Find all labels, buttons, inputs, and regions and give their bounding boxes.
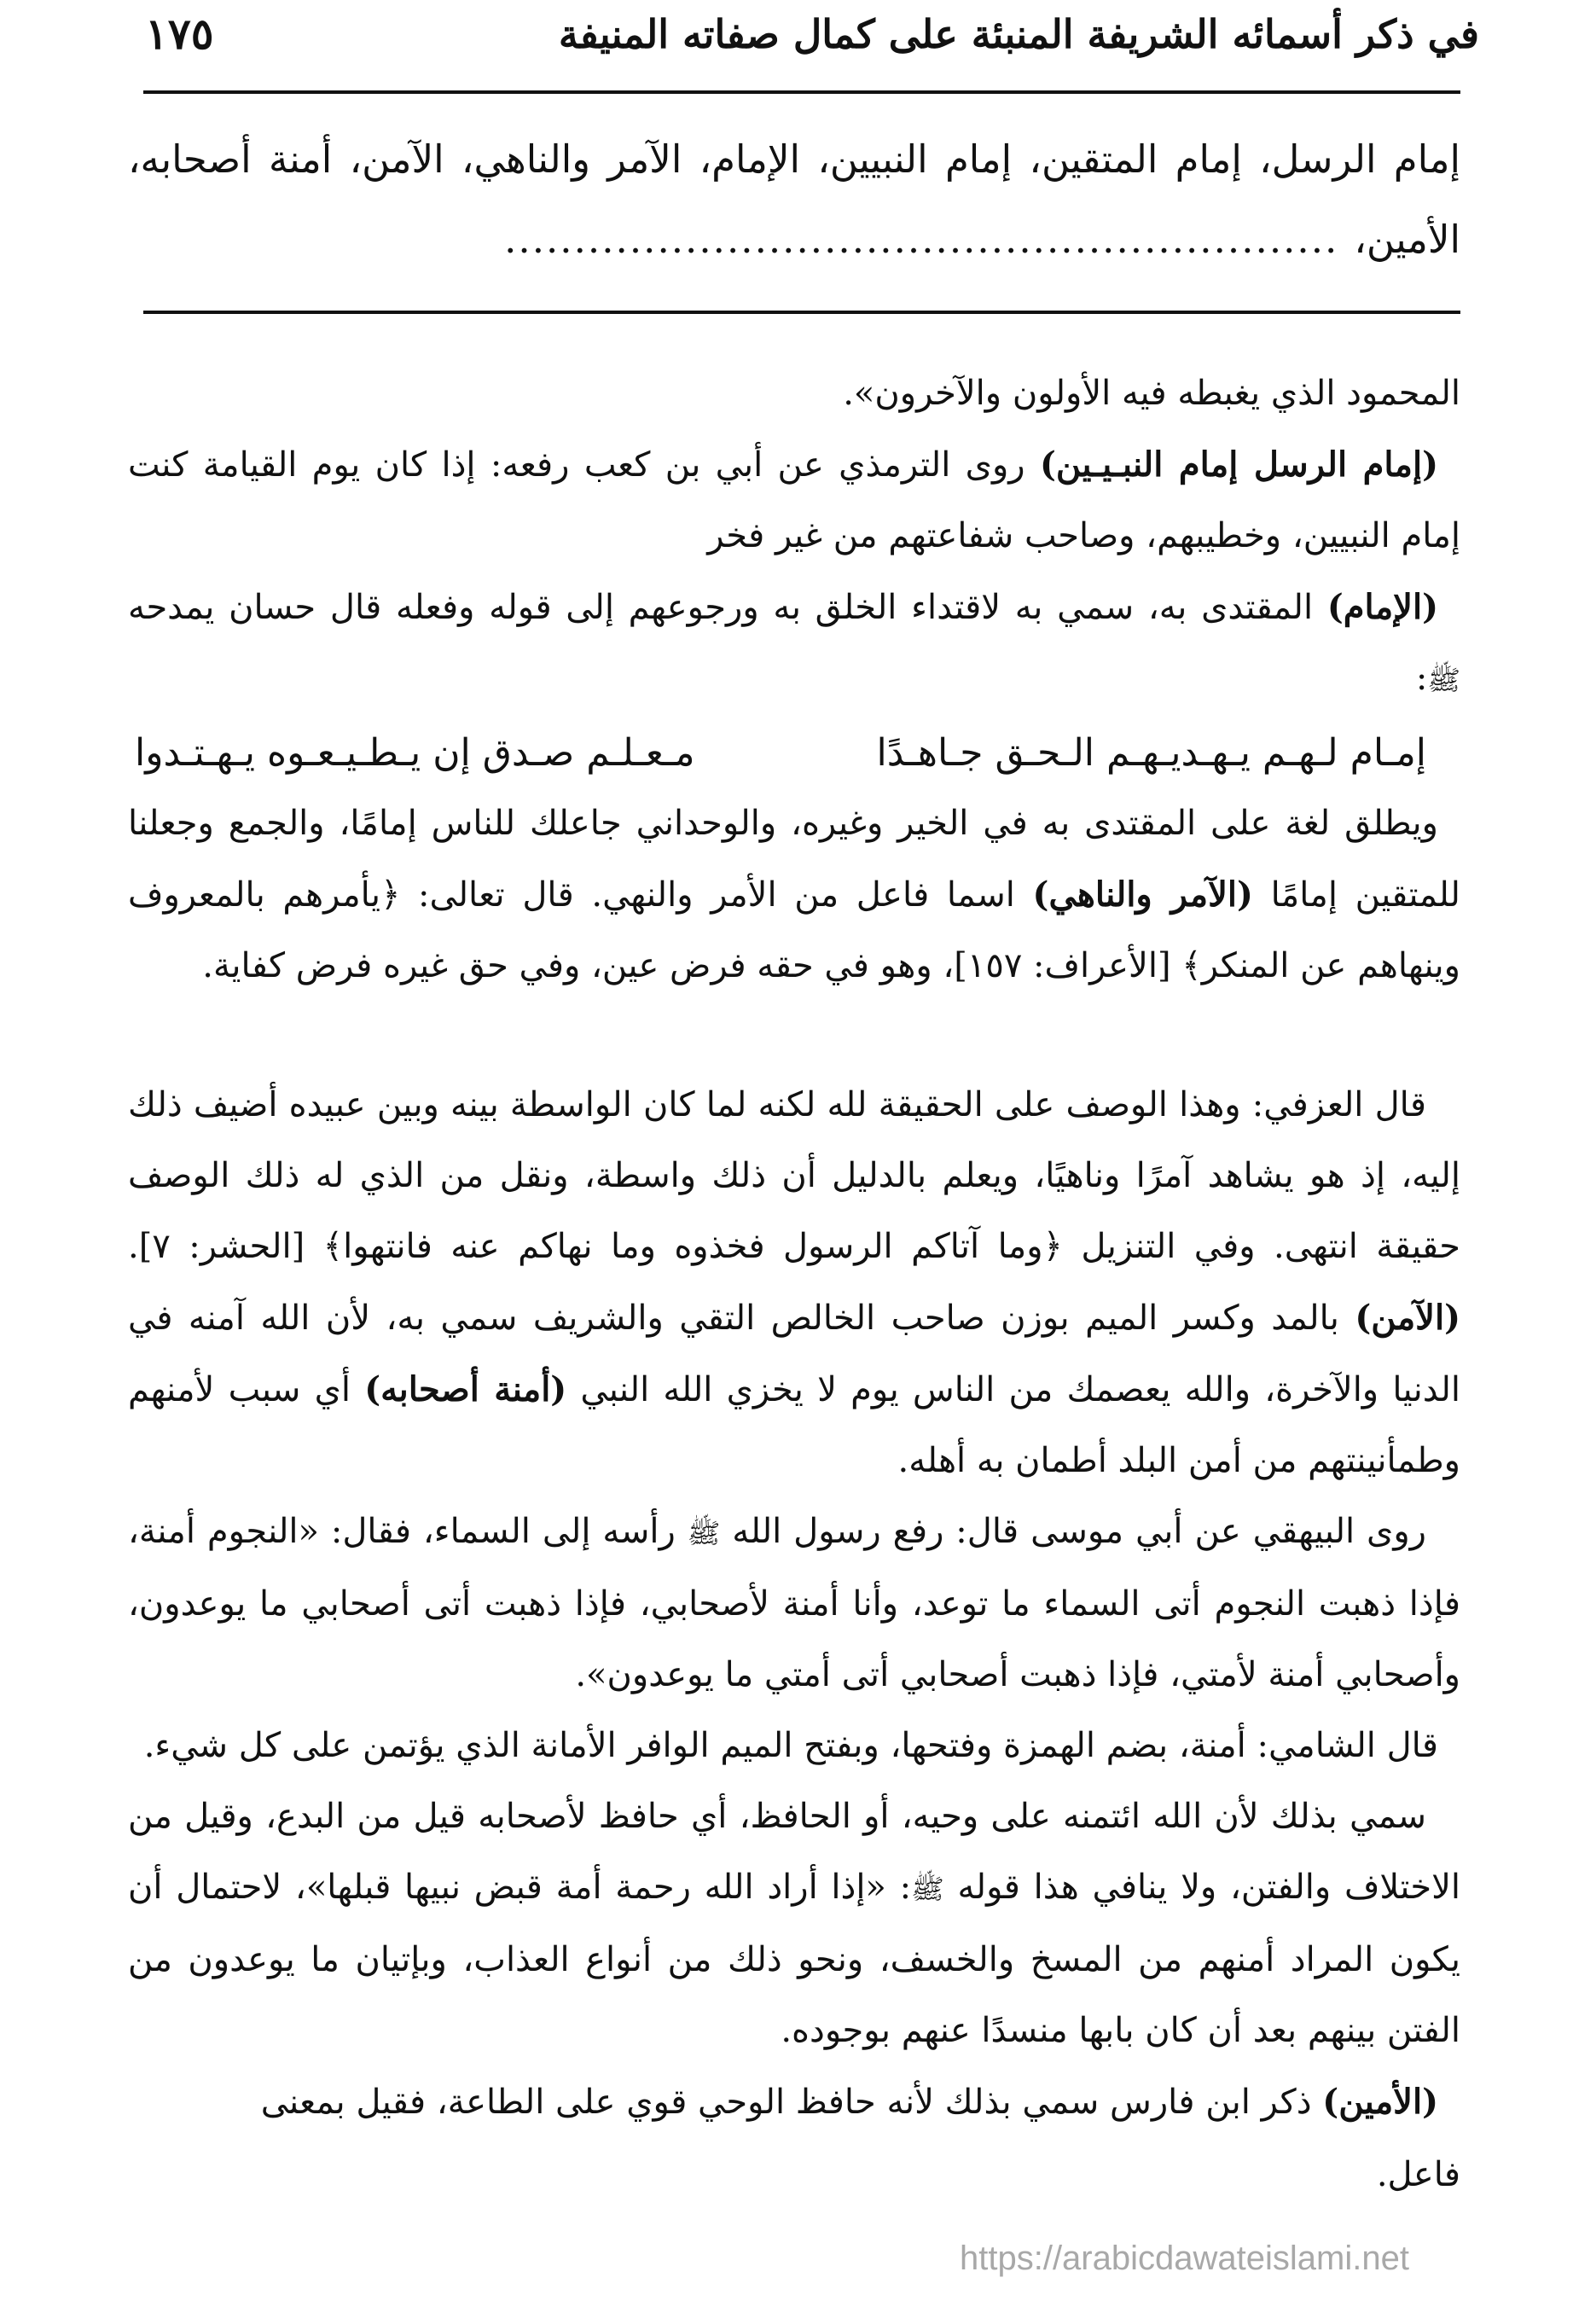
paragraph-4-text-b: اسما فاعل من الأمر والنهي. قال تعالى: ﴿يأمرهم بالمعروف وينهاهم عن المنكر﴾ [الأعراف: ١٥٧]، وهو في حقه فرض عين، وفي حق غيره فرض كفاية. (128, 875, 1460, 985)
running-header (145, 3, 1479, 65)
paragraph-9 (128, 2066, 1460, 2138)
heading-amanat-ashabihi: (أمنة أصحابه) (364, 1369, 567, 1409)
bottom-rule (143, 311, 1460, 314)
paragraph-8-text-b: : «إذا أراد الله رحمة أمة قبض نبيها قبلها»، لاحتمال أن يكون المراد أمنهم من المسخ والخسف، ونحو ذلك من أنواع العذاب، وبإتيان ما يوعدون من الفتن بينهم بعد أن كان بابها منسدًا عنهم بوجوده. (128, 1868, 1460, 2050)
paragraph-9-end-text: فاعل. (1376, 2155, 1460, 2194)
paragraph-5-text-c: أي سبب لأمنهم وطمأنينتهم من أمن البلد أطمان به أهله. (128, 1370, 1460, 1480)
page-number: ١٧٥ (145, 9, 214, 59)
salutation-glyph: ﷺ (911, 1873, 944, 1905)
paragraph-6-text-b: رأسه إلى السماء، فقال: «النجوم أمنة، فإذا ذهبت النجوم أتى السماء ما توعد، وأنا أمنة لأصحابي، فإذا ذهبت أتى أصحابي ما يوعدون، وأصحابي أمنة لأمتي، فإذا ذهبت أصحابي أتى أمتي ما يوعدون». (128, 1512, 1461, 1694)
verse-second-hemistich: مـعـلـم صـدق إن يـطـيـعـوه يـهـتـدوا (135, 731, 695, 775)
heading-amir-nahi: (الآمر والناهي) (1032, 874, 1253, 915)
heading-amin: (الآمن) (1355, 1298, 1460, 1338)
paragraph-4 (128, 788, 1460, 1002)
commentary (128, 358, 1460, 2211)
matn-dots: ............................................................ (504, 217, 1339, 262)
matn-box (128, 119, 1460, 280)
paragraph-3-end: : (1415, 659, 1428, 698)
site-watermark: https://arabicdawateislami.net (960, 2240, 1409, 2277)
paragraph-5-text-b: بالمد وكسر الميم بوزن صاحب الخالص التقي والشريف سمي به، لأن الله آمنه في الدنيا والآخرة، والله يعصمك من الناس يوم لا يخزي الله النبي (128, 1299, 1461, 1409)
paragraph-1 (128, 358, 1460, 429)
paragraph-2-text: روى الترمذي عن أبي بن كعب رفعه: إذا كان يوم القيامة كنت إمام النبيين، وخطيبهم، وصاحب شفاعتهم من غير فخر (128, 445, 1460, 555)
top-rule (143, 90, 1460, 94)
paragraph-9-text: ذكر ابن فارس سمي بذلك لأنه حافظ الوحي قوي على الطاعة، فقيل بمعنى (260, 2083, 1323, 2122)
verse-first-hemistich: إمـام لـهـم يـهـديـهـم الـحـق جـاهـدًا (876, 731, 1426, 775)
paragraph-4-text-a: ويطلق لغة على المقتدى به في الخير وغيره، والوحداني جاعلك للناس إمامًا، والجمع وجعلنا للمتقين إمامًا (128, 804, 1460, 915)
heading-imam: (الإمام) (1326, 587, 1438, 627)
paragraph-6-text-a: روى البيهقي عن أبي موسى قال: رفع رسول الله (720, 1512, 1426, 1551)
paragraph-5-text-a: قال العزفي: وهذا الوصف على الحقيقة لله لكنه لما كان الواسطة بينه وبين عبيده أضيف ذلك إليه، إذ هو يشاهد آمرًا وناهيًا، ويعلم بالدليل أن ذلك واسطة، ونقل من الذي له ذلك الوصف حقيقة انتهى. وفي التنزيل ﴿وما آتاكم الرسول فخذوه وما نهاكم عنه فانتهوا﴾ [الحشر: ٧]. (128, 1085, 1460, 1266)
paragraph-7-text: قال الشامي: أمنة، بضم الهمزة وفتحها، وبفتح الميم الوافر الأمانة الذي يؤتمن على كل شيء. (143, 1726, 1438, 1765)
heading-imam-rusul: (إمام الرسل إمام النبـيـين) (1039, 444, 1439, 485)
paragraph-1-text: المحمود الذي يغبطه فيه الأولون والآخرون». (843, 374, 1460, 413)
paragraph-5 (128, 1070, 1460, 1496)
paragraph-3 (128, 572, 1460, 716)
paragraph-9-end (128, 2140, 1460, 2211)
paragraph-2 (128, 429, 1460, 572)
matn-line-2-text: الأمين، (1354, 217, 1460, 262)
matn-line-2 (128, 200, 1460, 280)
paragraph-3-text: المقتدى به، سمي به لاقتداء الخلق به ورجوعهم إلى قوله وفعله قال حسان يمدحه (128, 588, 1327, 627)
heading-al-amin: (الأمين) (1322, 2082, 1438, 2122)
paragraph-8 (128, 1781, 1460, 2066)
poetry-verse (128, 718, 1460, 788)
running-title: في ذكر أسمائه الشريفة المنبئة على كمال صفاته المنيفة (558, 11, 1479, 57)
salutation-glyph: ﷺ (1427, 664, 1460, 696)
salutation-glyph: ﷺ (687, 1517, 721, 1549)
paragraph-6 (128, 1496, 1460, 1711)
paragraph-7 (128, 1711, 1460, 1781)
matn-line-1: إمام الرسل، إمام المتقين، إمام النبيين، الإمام، الآمر والناهي، الآمن، أمنة أصحابه، (128, 137, 1460, 182)
paragraph-8-text-a: سمي بذلك لأن الله ائتمنه على وحيه، أو الحافظ، أي حافظ لأصحابه قيل من البدع، وقيل من الاختلاف والفتن، ولا ينافي هذا قوله (128, 1797, 1460, 1907)
